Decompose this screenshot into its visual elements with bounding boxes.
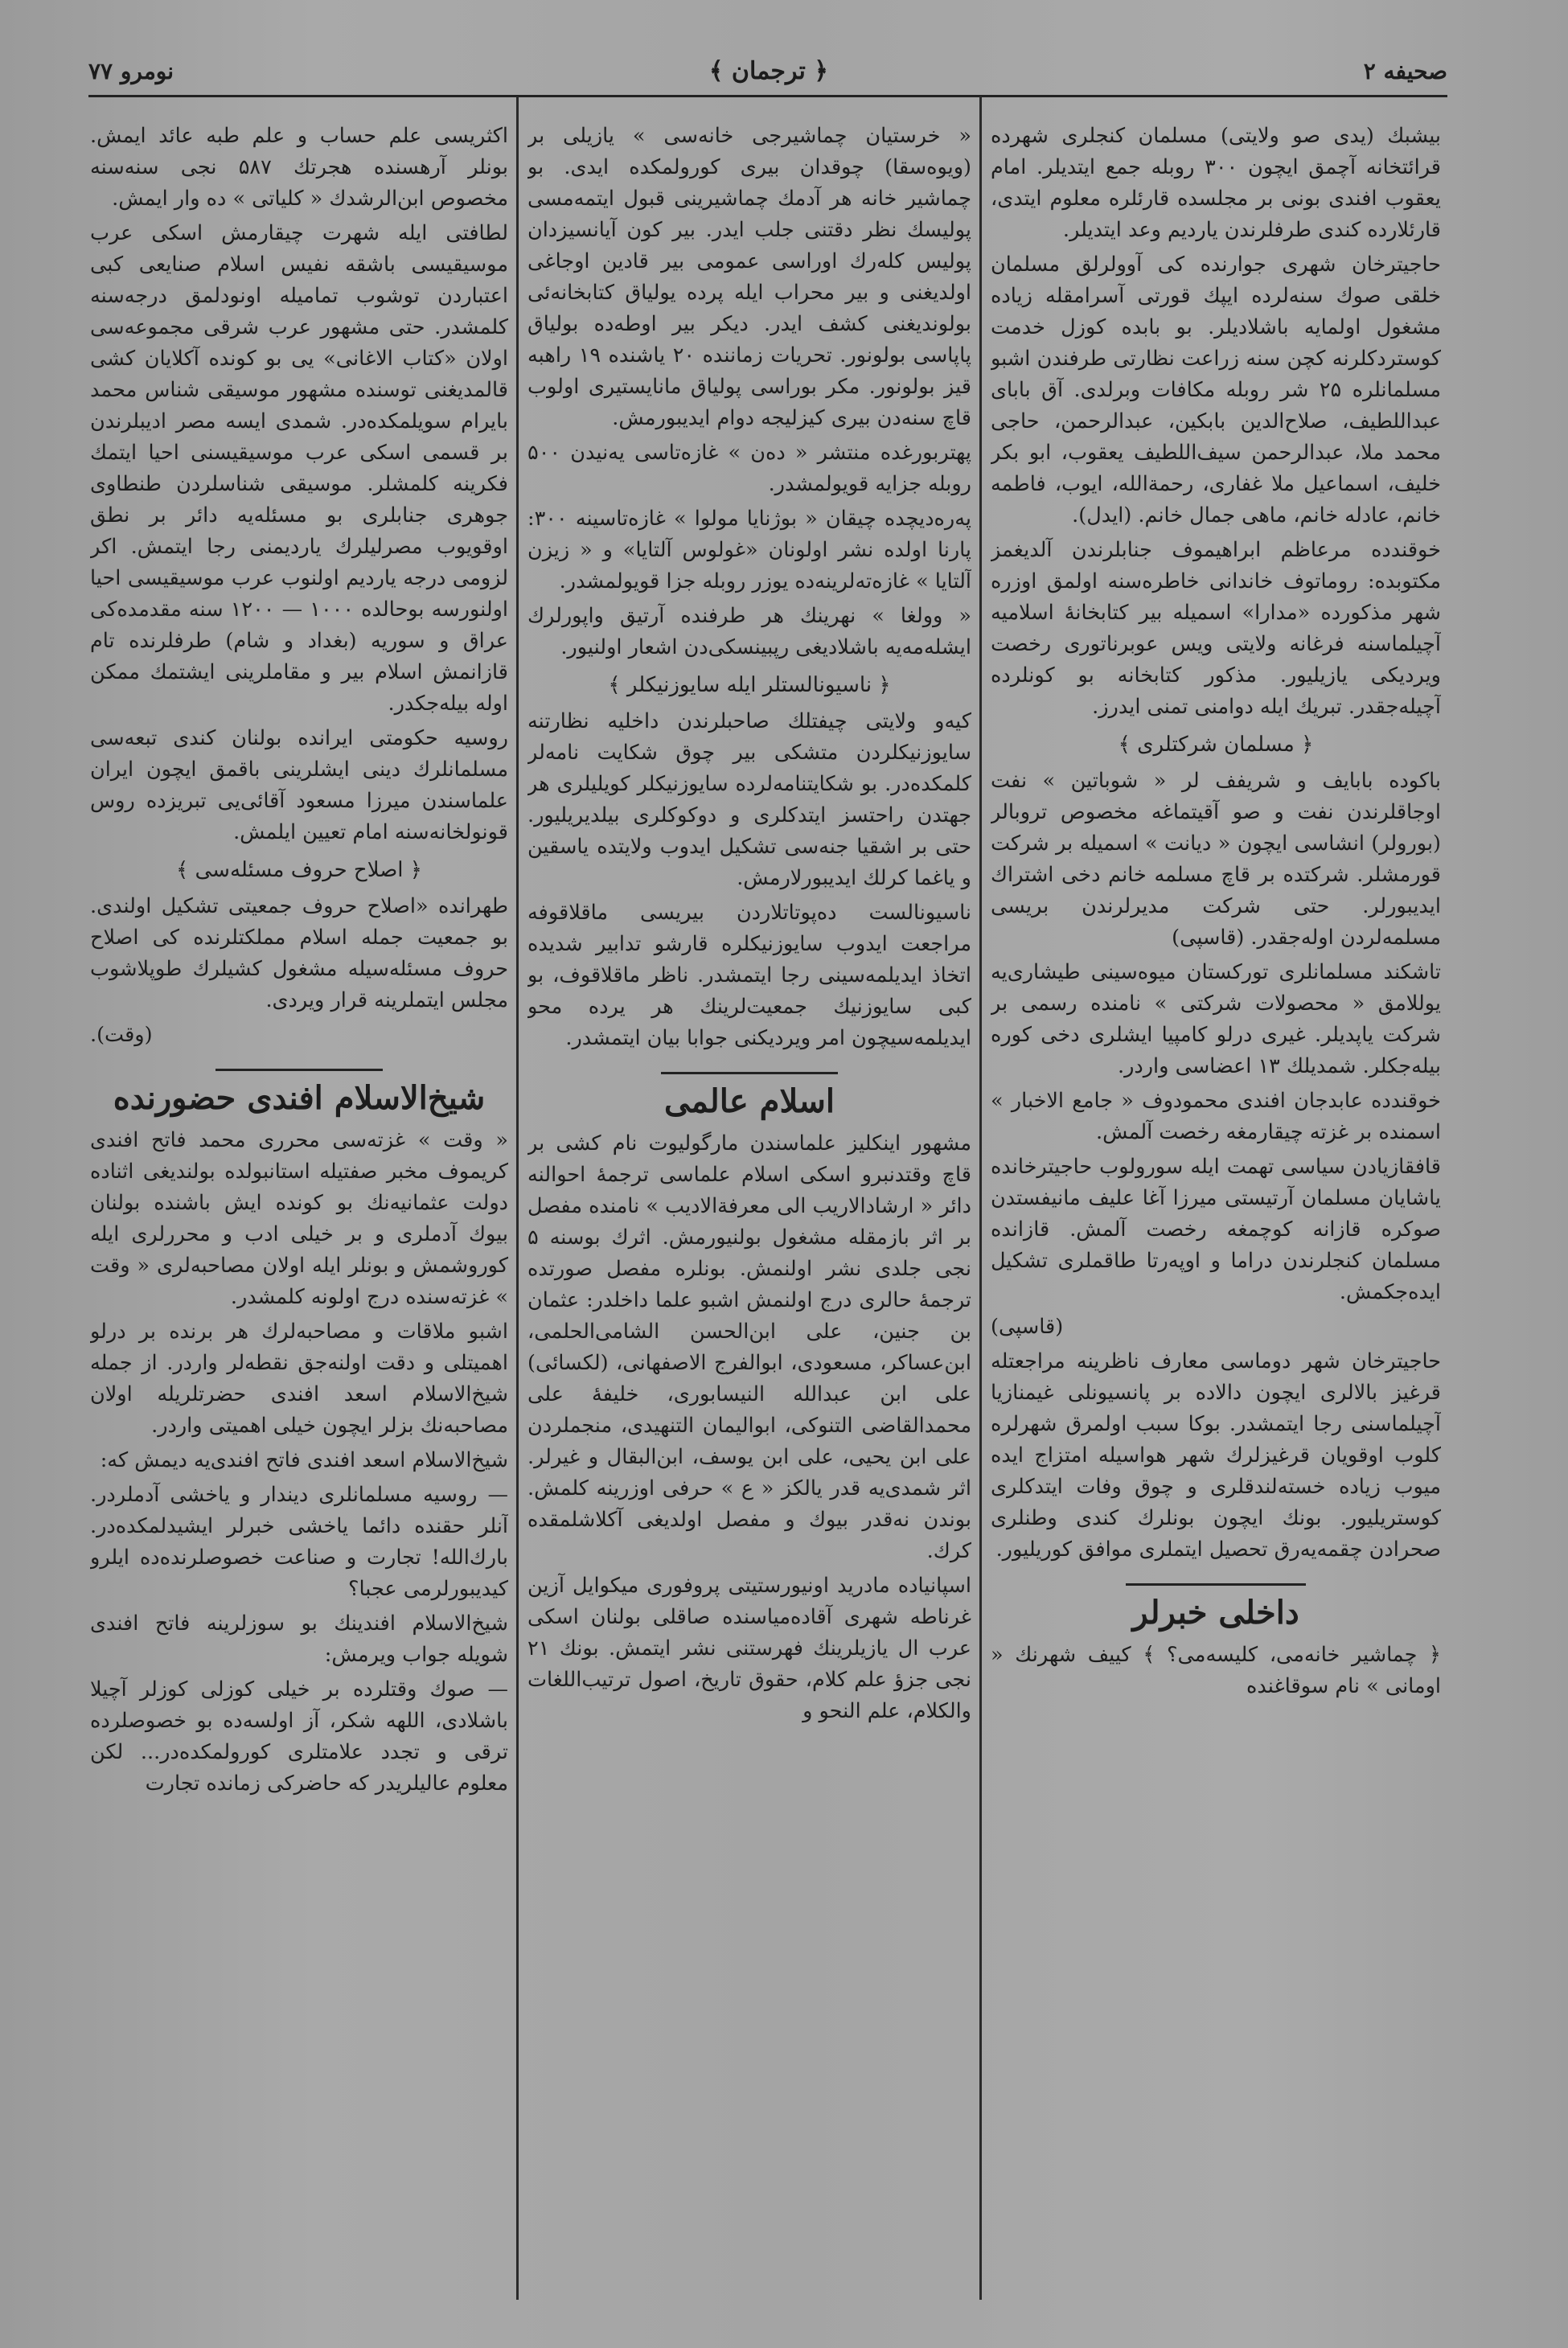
source-attribution: (وقت). (90, 1023, 153, 1047)
issue-number-label: نومرو ۷۷ (88, 57, 174, 84)
page-number-label: صحیفه ۲ (1363, 57, 1447, 84)
news-paragraph: كیه‌و ولایتی چیفتلك صاحبلرندن داخلیه نظارتنه سایوزنیكلردن متشكی بیر چوق شكایت نامه‌لر كلمكده‌در. بو شكایتنامه‌لرده سایوزنیكلر كویلیلری هر جهتدن راحتسز ایتدكلری و دوكوكلری بیلدیریلیور. حتی بر اشقیا جنه‌سی تشكیل ایدوب ولایتده یاسقین و یاغما كرلك ایدیبورلارمش. (527, 709, 971, 890)
newspaper-title: ﴿ ترجمان ﴾ (708, 56, 828, 85)
column-rule-right (979, 96, 982, 2300)
news-paragraph: لطافتی ایله شهرت چیقارمش اسكی عرب موسیقیسی باشقه نفیس اسلام صنایعی كبی اعتباردن توشوب تمامیله اونودلمق درجه‌سنه كلمشدر. حتی مشهور عرب شرقی مجموعه‌سی اولان «كتاب الاغانی» یی بو كونده آكلایان كشی قالمدیغنی توسنده مشهور موسیقی شناس محمد بایرام سویلمكده‌در. شمدی ایسه مصر ادیبلرندن بر قسمی اسكی عرب موسیقیسنی احیا ایتمك فكرینه كلمشلر. موسیقی شناسلردن طنطاوی جوهری جنابلری بو مسئله‌یه دائر بر نطق اوقویوب مصرلیلرك یاردیمنی رجا ایتمش. اكر لزومی درجه یاردیم اولنوب عرب موسیقیسی احیا اولنورسه بوحالده ۱۰۰۰ — ۱۲۰۰ سنه مقدمده‌كی عراق و سوریه (بغداد و شام) طرفلرنده تام قازانمش اسلام بیر و مقاملرینی ایشتمك ممكن اوله بیله‌جكدر. (90, 221, 508, 716)
news-paragraph: حاجیترخان شهری جوارنده كی آوولرلق مسلمان خلقی صوك سنه‌لرده ایپك قورتی آسرامقله زیاده مشغول اولمایه باشلادیلر. بو بابده كوزل خدمت كوستردكلرنه كچن سنه زراعت نظارتی طرفندن اشبو مسلمانلره ۲۵ شر روبله مكافات وبرلدی. آق بابای عبداللطیف، صلاح‌الدین بابكین، عبدالرحمن، حاجی محمد ملا، عبدالرحمن سیف‌اللطیف یعقوب، ابو بكر خلیف، اسماعیل ملا غفاری، رحمةالله، ایوب، فاطمه خانم، عادله خانم، ماهی جمال خانم. (ایدل). (991, 252, 1441, 527)
column-rule-left (516, 96, 519, 2300)
news-paragraph: — روسیه مسلمانلری دیندار و یاخشی آدملردر. آنلر حقنده دائما یاخشی خبرلر ایشیدلمكده‌در. بارك‌الله! تجارت و صناعت خصوصلرنده‌ده ایلرو كیدیبورلرمی عجبا؟ (90, 1483, 508, 1601)
article-subheading: ﴿ ناسیونالستلر ایله سایوزنیكلر ﴾ (608, 673, 891, 697)
section-divider (215, 1069, 383, 1071)
news-paragraph: « وقت » غزته‌سی محرری محمد فاتح افندی كریموف مخبر صفتیله استانبولده بولندیغی اثناده دولت عثمانیه‌نك بو كونده ایش باشنده بولنان بیوك آدملری و بر خیلی ادب و محررلری ایله كوروشمش و بونلر ایله اولان مصاحبه‌لری « وقت » غزته‌سنده درج اولونه كلمشدر. (90, 1128, 508, 1309)
news-paragraph: طهرانده «اصلاح حروف جمعیتی تشكیل اولندی. بو جمعیت جمله اسلام مملكتلرنده كی اصلاح حروف مسئله‌سیله مشغول كشیلرك طوپلاشوب مجلس ایتملرینه قرار ویردی. (90, 894, 508, 1012)
news-paragraph: باكوده بابایف و شریفف لر « شوباتین » نفت اوجاقلرندن نفت و صو آقیتماغه مخصوص تروبالر (بورولر) انشاسی ایچون « دیانت » اسمیله بر شركت قورمشلر. شركتده بر قاچ مسلمه خانم دخی اشتراك ایدیبورلر. حتی شركت مدیرلرندن بریسی مسلمه‌لردن اوله‌جقدر. (قاسپی) (991, 769, 1441, 950)
news-paragraph: ناسیونالست دەپوتاتلاردن بیریسی ماقلاقوفه مراجعت ایدوب سایوزنیكلره قارشو تدابیر شدیده اتخاذ ایدیلمه‌سینی رجا ایتمشدر. ناظر ماقلاقوف، بو كبی سایوزنیك جمعیت‌لرینك هر یرده محو ایدیلمه‌سیچون امر ویردیكنی جوابا بیان ایتمشدر. (527, 901, 971, 1050)
news-paragraph: روسیه حكومتی ایرانده بولنان كندی تبعه‌سی مسلمانلرك دینی ایشلرینی باقمق ایچون ایران علماسندن میرزا مسعود آقائی‌یی تبریزده روس قونولخانه‌سنه امام تعیین ایلمش. (90, 726, 508, 844)
column-middle (527, 121, 971, 2308)
news-paragraph: مشهور اینكلیز علماسندن مارگولیوت نام كشی بر قاچ وقتدنبرو اسكی اسلام علماسی ترجمهٔ احوالنه دائر « ارشادالاریب الی معرفة‌الادیب » نامنده مفصل بر اثر بازمقله مشغول بولنیورمش. اثرك بوسنه ۵ نجی جلدی نشر اولنمش. بونلره مفصل صورتده ترجمهٔ حالری درج اولنمش اشبو علما داخلدر: عثمان بن جنین، علی ابن‌الحسن الشامی‌الحلمی، ابن‌عساكر، مسعودی، ابوالفرج الاصفهانی، (لكسائی) علی ابن عبدالله النیسابوری، خلیفهٔ علی محمدالقاضی التنوكی، ابوالیمان التنهیدی، منجملردن علی ابن یحیی، علی ابن یوسف، ابن‌البقال و غیرلر. اثر شمدی‌یه قدر یالكز « ع » حرفی اوزرینه كلمش. بوندن نه‌قدر بیوك و مفصل اولدیغی آكلاشلمقده كرك. (527, 1131, 971, 1563)
section-heading: اسلام عالمی (664, 1082, 835, 1120)
news-paragraph: بیشبك (یدی صو ولایتی) مسلمان كنجلری شهرده قرائتخانه آچمق ایچون ۳۰۰ روبله جمع ایتدیلر. امام یعقوب افندی بونی بر مجلسده قارئلره معلوم ایتدی، قارئلارده كندی طرفلرندن یاردیم وعد ایتدیلر. (991, 124, 1441, 242)
news-paragraph: تاشكند مسلمانلری توركستان میوه‌سینی طیشاری‌یه یوللامق « محصولات شركتی » نامنده رسمی بر شركت یاپدیلر. غیری درلو كامپیا ایشلری دخی كوره بیله‌جكلر. شمدیلك ۱۳ اعضاسی واردر. (991, 960, 1441, 1078)
news-paragraph: خوقندده مرعاظم ابراهیموف جنابلرندن آلدیغمز مكتوبده: روماتوف خاندانی خاطره‌سنه اولمق اوزره شهر مذكورده «مدارا» اسمیله بیر كتابخانهٔ اسلامیه آچیلماسنه فرغانه ولایتی ویس عوبرناتوری رخصت ویردیكی یازیلیور. مذكور كتابخانه بو كونلرده آچیله‌جقدر. تبریك ایله دوامنی تمنی ایدرز. (991, 538, 1441, 719)
source-attribution: (قاسپی) (991, 1315, 1064, 1339)
news-paragraph: شیخ‌الاسلام اسعد افندی فاتح افندی‌یه دیمش كه: (100, 1448, 508, 1472)
news-paragraph: شیخ‌الاسلام افندینك بو سوزلرینه فاتح افندی شویله جواب ویرمش: (90, 1611, 508, 1667)
page-header (88, 47, 1447, 97)
section-heading: شیخ‌الاسلام افندی حضورنده (113, 1079, 486, 1117)
section-heading: داخلی خبرلر (1132, 1594, 1299, 1632)
news-paragraph: ﴿ چماشیر خانه‌می، كلیسه‌می؟ ﴾ كییف شهرنك « اومانی » نام سوقاغنده (991, 1643, 1441, 1698)
column-left (90, 121, 508, 2308)
news-paragraph: اكثریسی علم حساب و علم طبه عائد ایمش. بونلر آرهسنده هجرتك ۵۸۷ نجی سنه‌سنه مخصوص ابن‌الرشدك « كلیاتی » ده وار ایمش. (90, 124, 508, 211)
article-subheading: ﴿ اصلاح حروف مسئله‌سی ﴾ (175, 858, 423, 882)
section-divider (661, 1072, 839, 1074)
news-paragraph: پەرەدیچده چیقان « بوژنایا مولوا » غازه‌تاسینه ۳۰۰: پارنا اولده نشر اولونان «غولوس آلتایا» و « زیزن آلتایا » غازه‌ته‌لرینه‌ده یوزر روبله جزا قویولمشدر. (527, 507, 971, 593)
article-subheading: ﴿ مسلمان شركتلری ﴾ (1118, 733, 1314, 757)
news-paragraph: حاجیترخان شهر دوماسی معارف ناظرینه مراجعتله قرغیز بالالری ایچون دالاده بر پانسیونلی غیمنازیا آچیلماسنی رجا ایتمشدر. بوكا سبب اولمرق شهرلره كلوب اوقویان قرغیزلرك شهر هواسیله امتزاج ایده میوب زیاده خسته‌لندقلری و چوق وفات ایتدكلری كوستریلیور. بونك ایچون بونلرك كندی وطنلری صحرادن چقمه‌یه‌رق تحصیل ایتملری موافق كوریلیور. (991, 1349, 1441, 1562)
news-paragraph: پهتربورغده منتشر « دەن » غازه‌تاسی یه‌نیدن ۵۰۰ روبله جزایه قویولمشدر. (527, 441, 971, 496)
news-paragraph: خوقندده عابدجان افندی محمودوف « جامع الاخبار » اسمنده بر غزته چیقارمغه رخصت آلمش. (991, 1089, 1441, 1144)
news-paragraph: قافقازیادن سیاسی تهمت ایله سورولوب حاجیترخانده یاشایان مسلمان آرتیستی میرزا آغا علیف مانیفستدن صوكره قازانه كوچمغه رخصت آلمش. قازانده مسلمان كنجلرندن دراما و اوپه‌رتا طاقملری تشكیل ایده‌جكمش. (991, 1155, 1441, 1304)
section-divider (1126, 1583, 1306, 1586)
news-paragraph: — صوك وقتلرده بر خیلی كوزلی كوزلر آچیلا باشلادی، اللهه شكر، آز اولسه‌ده بو خصوصلرده ترقی و تجدد علامتلری كورولمكده‌در... لكن معلوم عالیلریدر كه حاضركی زمانده تجارت (90, 1677, 508, 1796)
news-paragraph: اشبو ملاقات و مصاحبه‌لرك هر برنده بر درلو اهمیتلی و دقت اولنه‌جق نقطه‌لر واردر. از جمله شیخ‌الاسلام اسعد افندی حضرتلریله اولان مصاحبه‌نك بزلر ایچون خیلی اهمیتی واردر. (90, 1320, 508, 1438)
column-right (991, 121, 1441, 2308)
news-paragraph: « وولغا » نهرینك هر طرفنده آرتیق واپورلرك ایشله‌مه‌یه باشلادیغی رپبینسكی‌دن اشعار اولنیور. (527, 604, 971, 659)
news-paragraph: اسپانیاده مادرید اونیورستیتی پروفوری میكوایل آزین غرناطه شهری آقاده‌میاسنده صاقلی بولنان اسكی عرب ال یازیلرینك فهرستنی نشر ایتمش. بونك ۲۱ نجی جزؤ علم كلام، حقوق تاریخ، اصول ترتیب‌اللغات والكلام، علم النحو و (527, 1574, 971, 1723)
news-paragraph: « خرستیان چماشیرجی خانه‌سی » یازیلی بر (ویوه‌سقا) چوقدان بیری كورولمكده ایدی. بو چماشیر خانه هر آدمك چماشیرینی قبول ایتمه‌مسی پولیسك نظر دقتنی جلب ایدر. بیر كون آیانسیزدان پولیس كله‌رك اوراسی عمومی بیر قادین اوجاغی اولدیغنی و بیر محراب ایله پرده یولیاق كتابخانه‌ئی بولوندیغنی كشف ایدر. دیكر بیر اوطه‌ده بولیاق پاپاسی بولونور. تحریات زماننده ۲۰ یاشنده ۱۹ راهبه قیز بولونور. مكر بوراسی پولیاق مانایستیری اولوب قاچ سنه‌دن بیری كیزلیجه دوام ایدیبورمش. (527, 124, 971, 430)
